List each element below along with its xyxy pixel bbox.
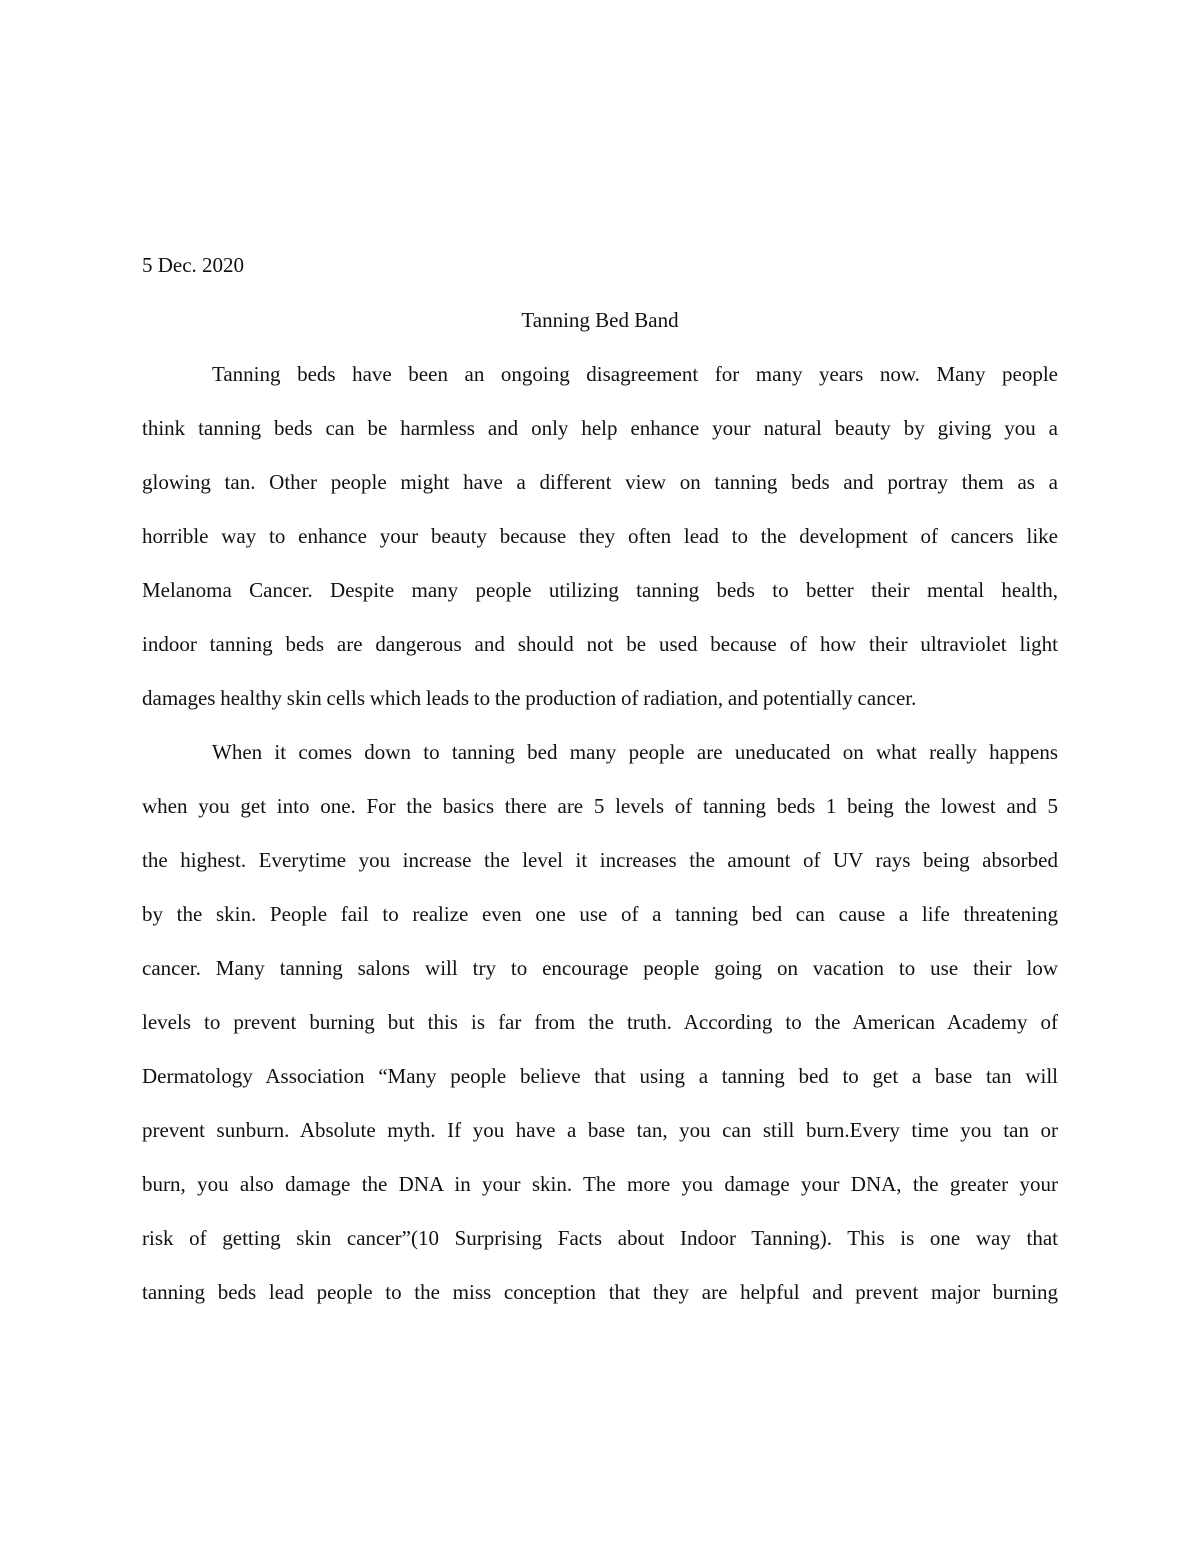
paragraph-line: risk of getting skin cancer”(10 Surprising Facts about Indoor Tanning). This is one way that (142, 1226, 1058, 1250)
paragraph-line: by the skin. People fail to realize even one use of a tanning bed can cause a life threatening (142, 902, 1058, 926)
paragraph-line: Dermatology Association “Many people believe that using a tanning bed to get a base tan will (142, 1064, 1058, 1088)
document-date: 5 Dec. 2020 (142, 253, 245, 277)
paragraph-line: think tanning beds can be harmless and only help enhance your natural beauty by giving you a (142, 416, 1058, 440)
paragraph-line: horrible way to enhance your beauty because they often lead to the development of cancers like (142, 524, 1058, 548)
paragraph-line: damages healthy skin cells which leads to the production of radiation, and potentially cancer. (142, 686, 917, 710)
paragraph-line: prevent sunburn. Absolute myth. If you have a base tan, you can still burn.Every time you tan or (142, 1118, 1058, 1142)
paragraph-line: levels to prevent burning but this is far from the truth. According to the American Academy of (142, 1010, 1058, 1034)
paragraph-line: indoor tanning beds are dangerous and should not be used because of how their ultraviolet light (142, 632, 1058, 656)
paragraph-line: the highest. Everytime you increase the level it increases the amount of UV rays being absorbed (142, 848, 1058, 872)
paragraph-line: Melanoma Cancer. Despite many people utilizing tanning beds to better their mental health, (142, 578, 1058, 602)
paragraph-line: burn, you also damage the DNA in your skin. The more you damage your DNA, the greater your (142, 1172, 1058, 1196)
paragraph-line: when you get into one. For the basics there are 5 levels of tanning beds 1 being the lowest and 5 (142, 794, 1058, 818)
paragraph-line: cancer. Many tanning salons will try to encourage people going on vacation to use their low (142, 956, 1058, 980)
paragraph-line: Tanning beds have been an ongoing disagreement for many years now. Many people (212, 362, 1058, 386)
document-title: Tanning Bed Band (521, 308, 679, 332)
paragraph-line: glowing tan. Other people might have a different view on tanning beds and portray them as a (142, 470, 1058, 494)
paragraph-line: tanning beds lead people to the miss conception that they are helpful and prevent major burning (142, 1280, 1058, 1304)
paragraph-line: When it comes down to tanning bed many people are uneducated on what really happens (212, 740, 1058, 764)
